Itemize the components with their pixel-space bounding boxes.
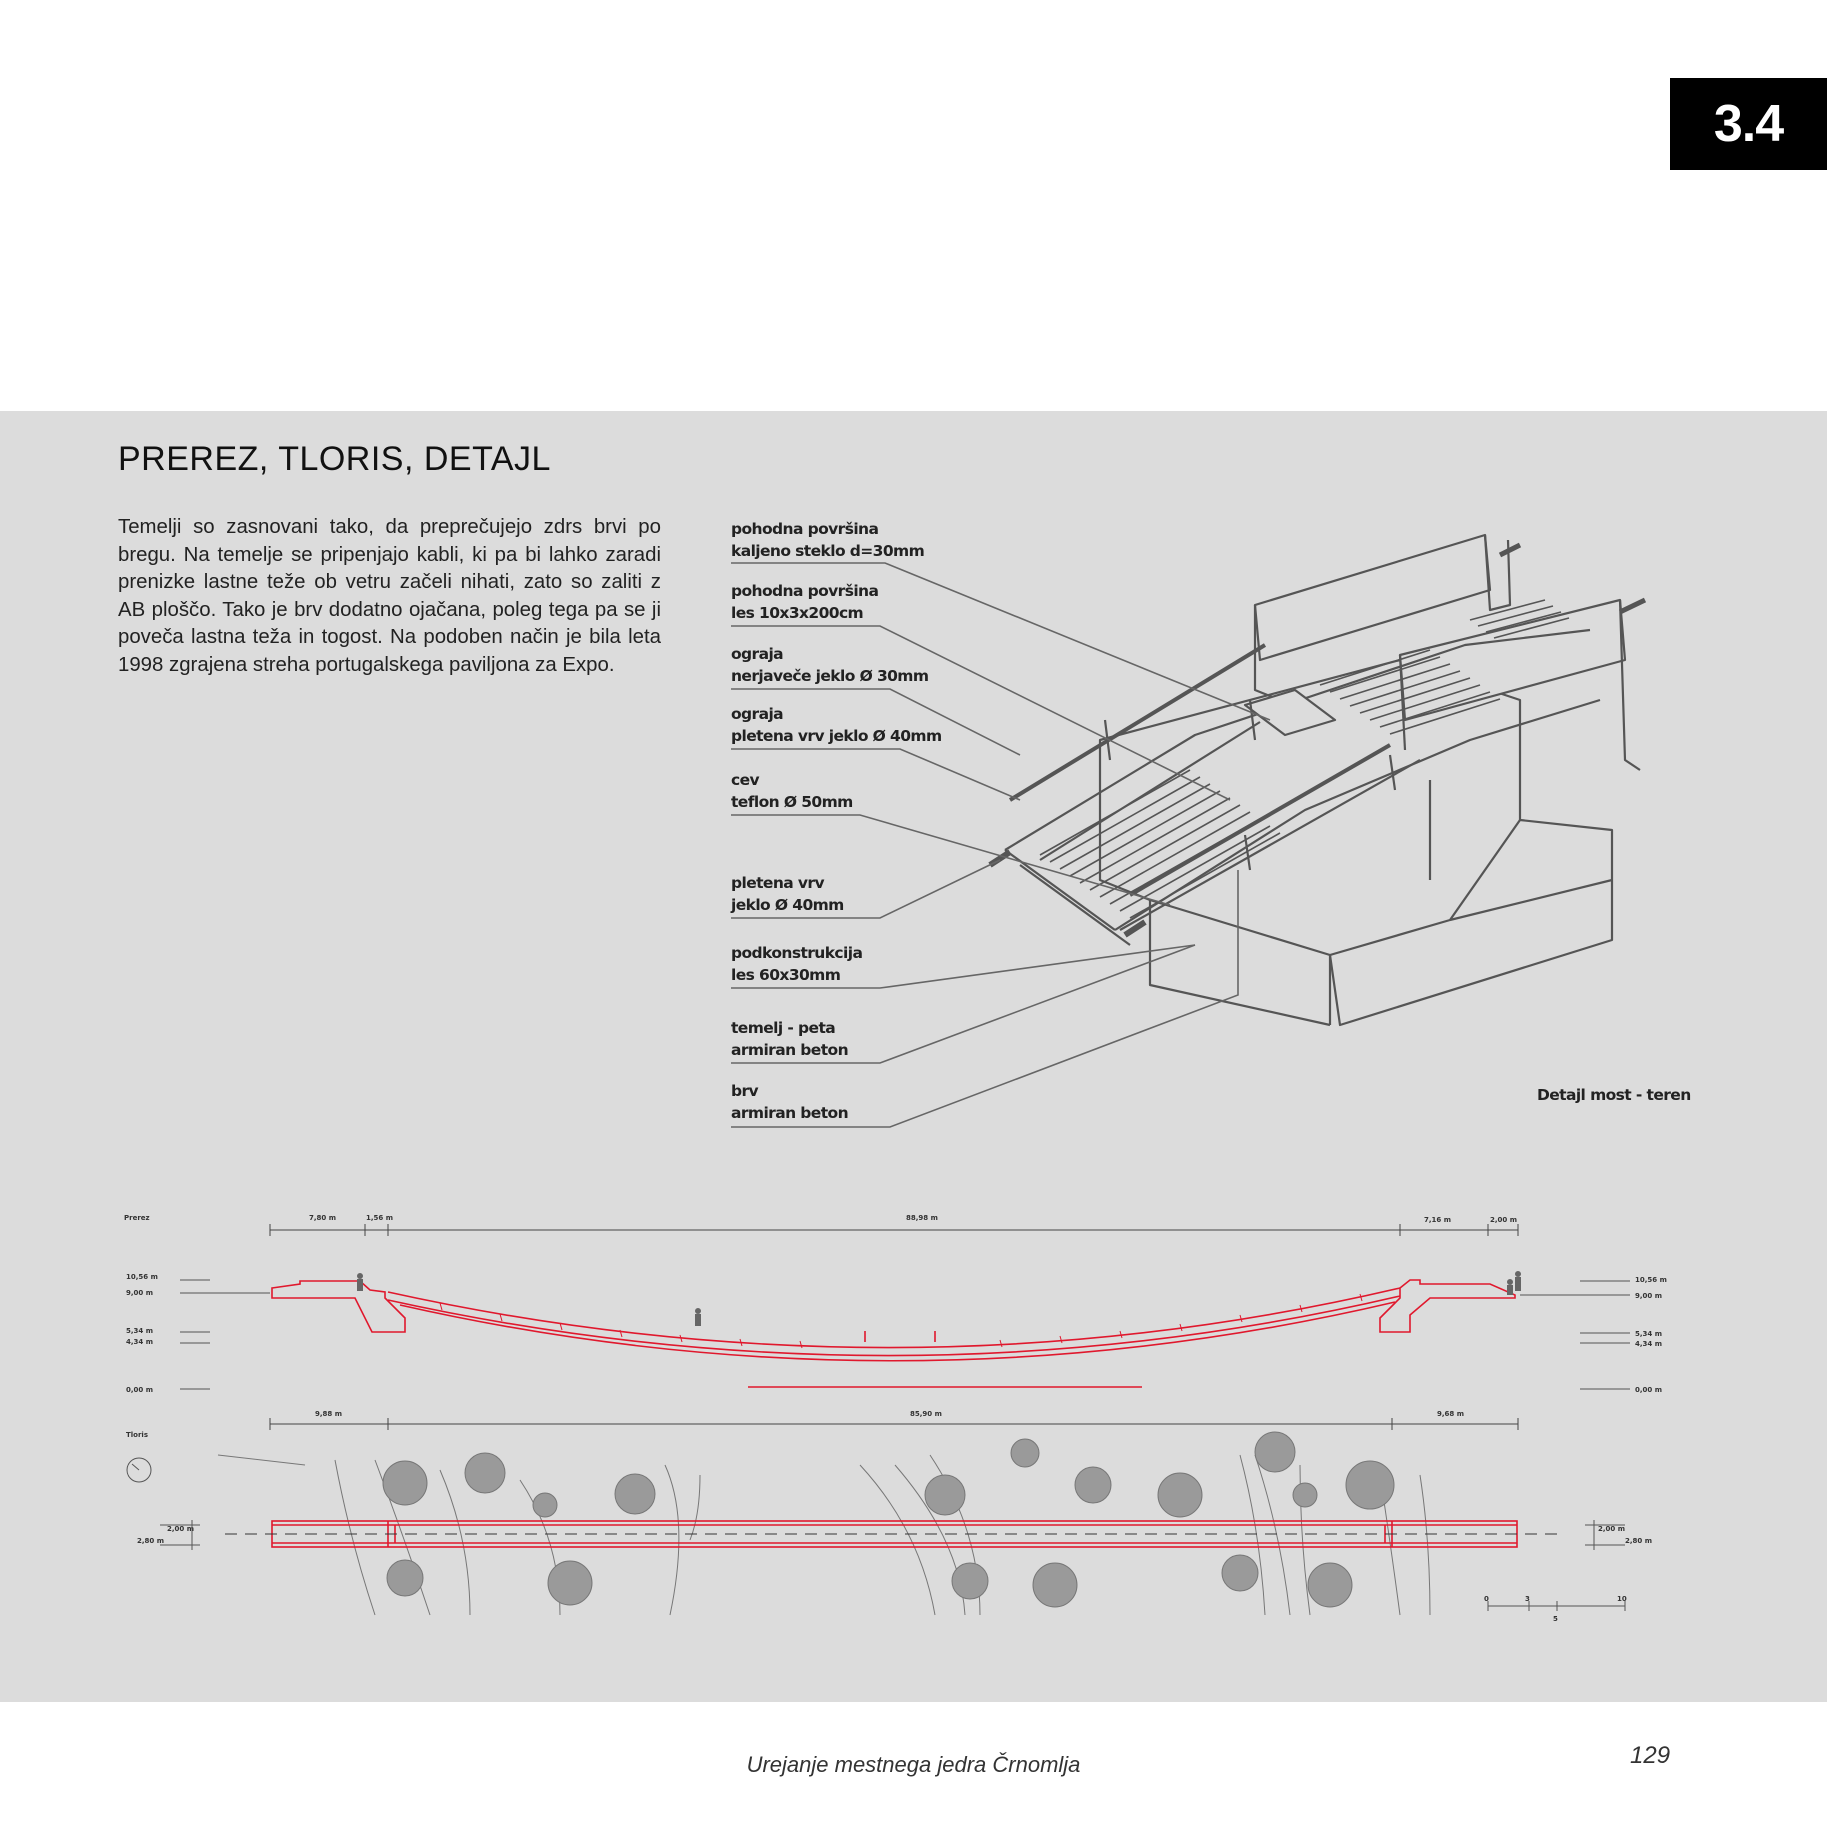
level-label: 10,56 m [1635, 1276, 1667, 1284]
dim-label: 2,80 m [1625, 1537, 1653, 1545]
page-number: 129 [1630, 1742, 1671, 1769]
callout-line: cev [731, 771, 760, 789]
level-label: 4,34 m [1635, 1340, 1663, 1348]
dim-label: 9,88 m [315, 1410, 343, 1418]
scale-label: 10 [1617, 1595, 1627, 1603]
level-label: 0,00 m [126, 1386, 154, 1394]
dim-label: 9,68 m [1437, 1410, 1465, 1418]
section-label: Prerez [124, 1214, 150, 1222]
dim-label: 7,80 m [309, 1214, 337, 1222]
level-label: 5,34 m [126, 1327, 154, 1335]
page-title: PREREZ, TLORIS, DETAJL [118, 440, 551, 478]
section-number: 3.4 [1713, 95, 1784, 153]
plan-label: Tloris [126, 1431, 149, 1439]
callout-line: jeklo Ø 40mm [731, 896, 844, 914]
dim-label: 85,90 m [910, 1410, 942, 1418]
scale-label: 5 [1553, 1615, 1558, 1623]
level-label: 4,34 m [126, 1338, 154, 1346]
callout-line: nerjaveče jeklo Ø 30mm [731, 667, 929, 685]
dim-label: 7,16 m [1424, 1216, 1452, 1224]
callout-line: podkonstrukcija [731, 944, 863, 962]
level-label: 9,00 m [1635, 1292, 1663, 1300]
footer-title: Urejanje mestnega jedra Črnomlja [746, 1752, 1081, 1777]
scale-label: 0 [1484, 1595, 1489, 1603]
callout-line: les 10x3x200cm [731, 604, 864, 622]
dim-label: 2,80 m [137, 1537, 165, 1545]
intro-paragraph: Temelji so zasnovani tako, da preprečujejo zdrs brvi po bregu. Na temelje se pripenjajo kabli, ki pa bi lahko zaradi prenizke lastne teže ob vetru začeli nihati, zato so zaliti z AB ploščo. Tako je brv dodatno ojačana, poleg tega pa se ji poveča lastna teža in togost. Na podoben način je bila leta 1998 zgrajena streha portugalskega paviljona za Expo. [118, 516, 661, 676]
scale-label: 3 [1525, 1595, 1530, 1603]
callout-line: pletena vrv [731, 874, 824, 892]
level-label: 9,00 m [126, 1289, 154, 1297]
callout-line: ograja [731, 645, 784, 663]
dim-label: 2,00 m [167, 1525, 195, 1533]
level-label: 0,00 m [1635, 1386, 1663, 1394]
level-label: 5,34 m [1635, 1330, 1663, 1338]
isometric-bridge-detail [990, 535, 1645, 1025]
dim-label: 2,00 m [1598, 1525, 1626, 1533]
callout-line: temelj - peta [731, 1019, 836, 1037]
callout-line: ograja [731, 705, 784, 723]
plan-drawing [126, 1410, 1652, 1623]
callout-line: pletena vrv jeklo Ø 40mm [731, 727, 942, 745]
callout-line: teflon Ø 50mm [731, 793, 853, 811]
callout-line: pohodna površina [731, 520, 879, 538]
callout-line: armiran beton [731, 1104, 849, 1122]
detail-caption: Detajl most - teren [1537, 1086, 1691, 1104]
section-drawing [124, 1214, 1667, 1394]
callout-line: kaljeno steklo d=30mm [731, 542, 925, 560]
dim-label: 2,00 m [1490, 1216, 1518, 1224]
dim-label: 1,56 m [366, 1214, 394, 1222]
callout-line: armiran beton [731, 1041, 849, 1059]
level-label: 10,56 m [126, 1273, 158, 1281]
dim-label: 88,98 m [906, 1214, 938, 1222]
callout-line: pohodna površina [731, 582, 879, 600]
callout-line: les 60x30mm [731, 966, 841, 984]
callout-line: brv [731, 1082, 759, 1100]
